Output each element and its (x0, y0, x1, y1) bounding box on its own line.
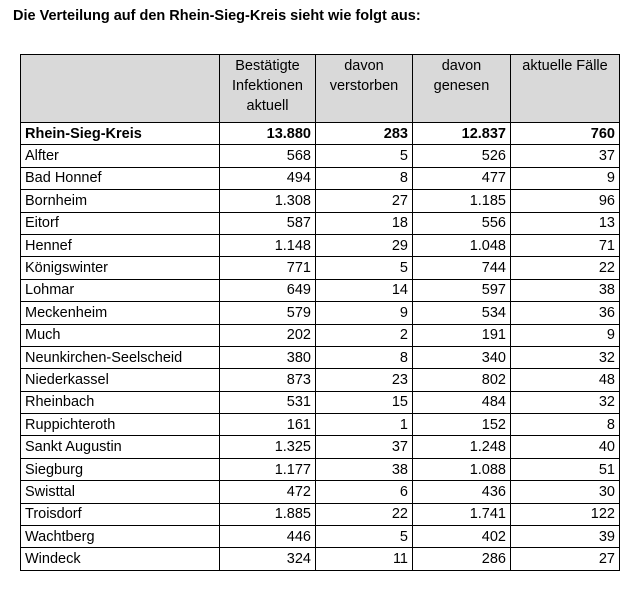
cell-municipality: Rheinbach (21, 391, 220, 413)
table-row (21, 302, 620, 324)
cell-current-cases: 122 (511, 503, 620, 525)
cell-recovered: 1.248 (413, 436, 511, 458)
cell-municipality: Ruppichteroth (21, 414, 220, 436)
table-row (21, 436, 620, 458)
cell-municipality: Swisttal (21, 481, 220, 503)
cell-current-cases: 30 (511, 481, 620, 503)
cell-municipality: Hennef (21, 234, 220, 256)
header-current-cases: aktuelle Fälle (511, 55, 620, 123)
table-row (21, 212, 620, 234)
cell-municipality: Wachtberg (21, 526, 220, 548)
cell-confirmed: 324 (220, 548, 316, 570)
cell-confirmed: 568 (220, 145, 316, 167)
cell-current-cases: 71 (511, 234, 620, 256)
cell-municipality: Windeck (21, 548, 220, 570)
cell-current-cases: 27 (511, 548, 620, 570)
cell-current-cases: 760 (511, 123, 620, 145)
table-header-row (21, 55, 620, 123)
cell-deceased: 38 (316, 458, 413, 480)
cell-confirmed: 161 (220, 414, 316, 436)
table-body (21, 123, 620, 571)
cell-deceased: 9 (316, 302, 413, 324)
cell-recovered: 556 (413, 212, 511, 234)
cell-municipality: Rhein-Sieg-Kreis (21, 123, 220, 145)
cell-current-cases: 22 (511, 257, 620, 279)
cell-recovered: 1.185 (413, 190, 511, 212)
cell-deceased: 283 (316, 123, 413, 145)
cell-recovered: 152 (413, 414, 511, 436)
cell-recovered: 1.048 (413, 234, 511, 256)
cell-confirmed: 531 (220, 391, 316, 413)
cell-deceased: 23 (316, 369, 413, 391)
cell-current-cases: 40 (511, 436, 620, 458)
header-municipality (21, 55, 220, 123)
cell-recovered: 402 (413, 526, 511, 548)
table-row (21, 324, 620, 346)
header-recovered: davon genesen (413, 55, 511, 123)
cell-deceased: 15 (316, 391, 413, 413)
cell-recovered: 1.741 (413, 503, 511, 525)
cell-current-cases: 32 (511, 346, 620, 368)
cell-confirmed: 472 (220, 481, 316, 503)
cell-recovered: 436 (413, 481, 511, 503)
cell-municipality: Bornheim (21, 190, 220, 212)
cell-current-cases: 37 (511, 145, 620, 167)
cell-confirmed: 771 (220, 257, 316, 279)
table-row (21, 190, 620, 212)
cell-confirmed: 380 (220, 346, 316, 368)
cell-deceased: 5 (316, 145, 413, 167)
table-row (21, 391, 620, 413)
table-row (21, 257, 620, 279)
cell-current-cases: 36 (511, 302, 620, 324)
cell-confirmed: 649 (220, 279, 316, 301)
cell-confirmed: 494 (220, 167, 316, 189)
cell-confirmed: 202 (220, 324, 316, 346)
cell-recovered: 12.837 (413, 123, 511, 145)
table-row (21, 234, 620, 256)
cell-current-cases: 9 (511, 324, 620, 346)
cell-deceased: 5 (316, 257, 413, 279)
cell-current-cases: 38 (511, 279, 620, 301)
table-row (21, 503, 620, 525)
cell-deceased: 29 (316, 234, 413, 256)
cell-confirmed: 1.308 (220, 190, 316, 212)
header-deceased: davon verstorben (316, 55, 413, 123)
table-row (21, 414, 620, 436)
cell-recovered: 802 (413, 369, 511, 391)
cell-confirmed: 446 (220, 526, 316, 548)
cell-municipality: Eitorf (21, 212, 220, 234)
cell-recovered: 534 (413, 302, 511, 324)
cell-current-cases: 13 (511, 212, 620, 234)
cell-recovered: 744 (413, 257, 511, 279)
table-row (21, 145, 620, 167)
cell-deceased: 37 (316, 436, 413, 458)
cell-deceased: 27 (316, 190, 413, 212)
cell-recovered: 477 (413, 167, 511, 189)
cell-municipality: Siegburg (21, 458, 220, 480)
cell-municipality: Neunkirchen-Seelscheid (21, 346, 220, 368)
cell-confirmed: 1.885 (220, 503, 316, 525)
cell-recovered: 484 (413, 391, 511, 413)
cell-municipality: Niederkassel (21, 369, 220, 391)
cell-confirmed: 13.880 (220, 123, 316, 145)
cell-current-cases: 9 (511, 167, 620, 189)
cell-deceased: 22 (316, 503, 413, 525)
table-row (21, 279, 620, 301)
cell-deceased: 8 (316, 346, 413, 368)
cell-confirmed: 579 (220, 302, 316, 324)
cell-current-cases: 32 (511, 391, 620, 413)
table-row (21, 167, 620, 189)
cell-deceased: 11 (316, 548, 413, 570)
cell-confirmed: 587 (220, 212, 316, 234)
cell-municipality: Bad Honnef (21, 167, 220, 189)
cell-recovered: 286 (413, 548, 511, 570)
infection-table (20, 54, 620, 571)
cell-current-cases: 8 (511, 414, 620, 436)
cell-municipality: Meckenheim (21, 302, 220, 324)
cell-recovered: 191 (413, 324, 511, 346)
cell-municipality: Sankt Augustin (21, 436, 220, 458)
cell-confirmed: 1.148 (220, 234, 316, 256)
table-row (21, 458, 620, 480)
cell-confirmed: 1.325 (220, 436, 316, 458)
cell-recovered: 597 (413, 279, 511, 301)
cell-municipality: Alfter (21, 145, 220, 167)
cell-municipality: Troisdorf (21, 503, 220, 525)
table-row (21, 346, 620, 368)
table-row (21, 548, 620, 570)
table-row (21, 526, 620, 548)
cell-current-cases: 51 (511, 458, 620, 480)
cell-current-cases: 96 (511, 190, 620, 212)
cell-confirmed: 1.177 (220, 458, 316, 480)
cell-municipality: Lohmar (21, 279, 220, 301)
cell-deceased: 8 (316, 167, 413, 189)
page-heading: Die Verteilung auf den Rhein-Sieg-Kreis sieht wie folgt aus: (13, 8, 421, 24)
cell-recovered: 340 (413, 346, 511, 368)
cell-deceased: 18 (316, 212, 413, 234)
cell-municipality: Königswinter (21, 257, 220, 279)
cell-deceased: 5 (316, 526, 413, 548)
cell-deceased: 6 (316, 481, 413, 503)
cell-deceased: 1 (316, 414, 413, 436)
cell-deceased: 14 (316, 279, 413, 301)
cell-deceased: 2 (316, 324, 413, 346)
cell-recovered: 1.088 (413, 458, 511, 480)
header-confirmed: Bestätigte Infektionen aktuell (220, 55, 316, 123)
cell-recovered: 526 (413, 145, 511, 167)
table-row (21, 481, 620, 503)
cell-current-cases: 39 (511, 526, 620, 548)
table-row (21, 369, 620, 391)
table-row-total (21, 123, 620, 145)
cell-confirmed: 873 (220, 369, 316, 391)
cell-municipality: Much (21, 324, 220, 346)
cell-current-cases: 48 (511, 369, 620, 391)
